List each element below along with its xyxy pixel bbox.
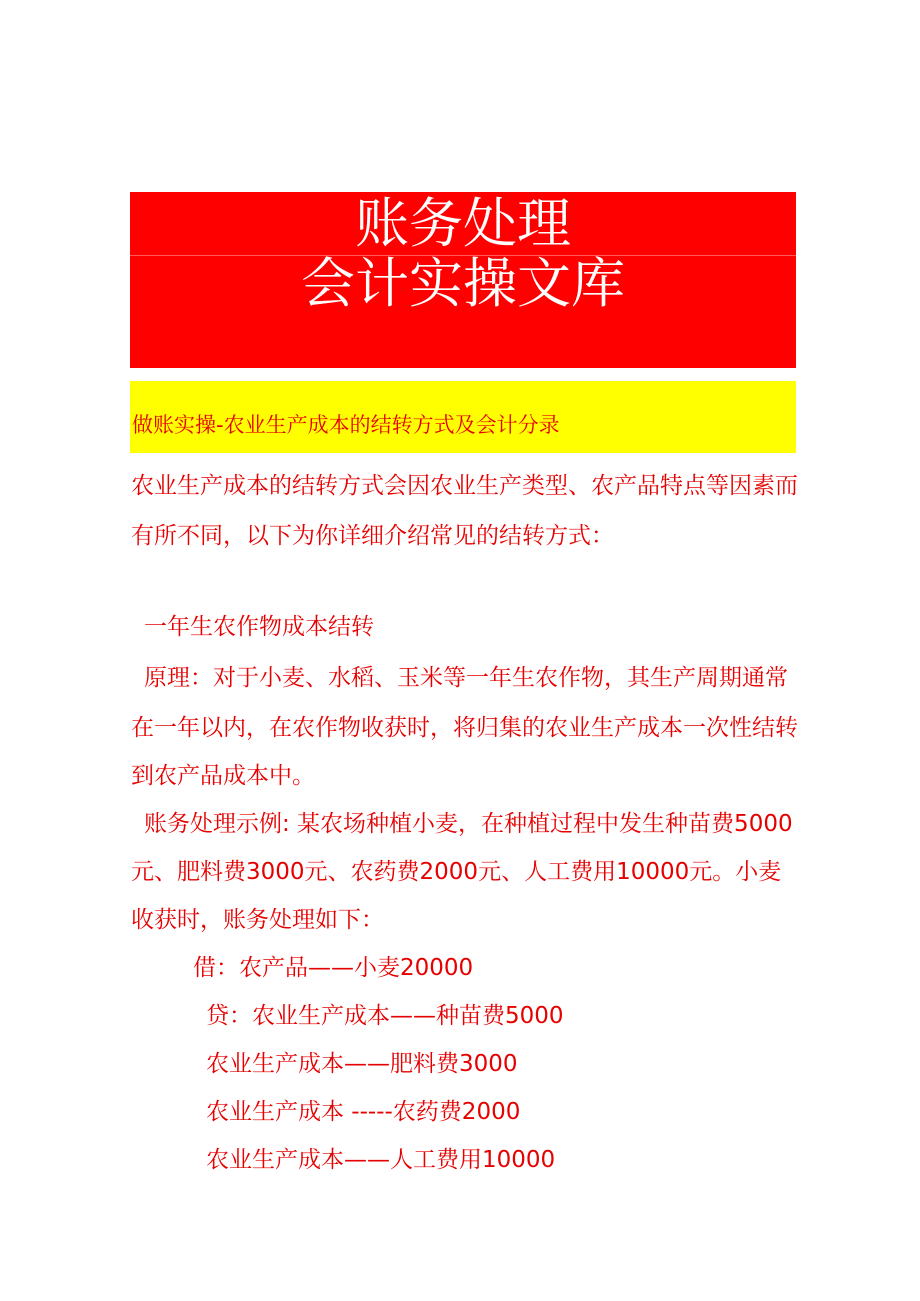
journal-credit-entry-2: 农业生产成本——肥料费3000 bbox=[206, 1051, 518, 1077]
principle-line-2: 在一年以内，在农作物收获时，将归集的农业生产成本一次性结转 bbox=[131, 715, 798, 741]
example-line-2: 元、肥料费3000元、农药费2000元、人工费用10000元。小麦 bbox=[131, 859, 782, 885]
journal-debit-entry: 借：农产品——小麦20000 bbox=[193, 955, 474, 981]
principle-line-3: 到农产品成本中。 bbox=[131, 763, 315, 789]
banner-title-line-1: 账务处理 bbox=[355, 192, 571, 255]
example-line-1: 账务处理示例: 某农场种植小麦，在种植过程中发生种苗费5000 bbox=[144, 811, 793, 837]
journal-credit-entry-4: 农业生产成本——人工费用10000 bbox=[206, 1147, 556, 1173]
title-banner bbox=[130, 192, 796, 368]
intro-line-1: 农业生产成本的结转方式会因农业生产类型、农产品特点等因素而 bbox=[131, 473, 798, 499]
example-line-3: 收获时，账务处理如下： bbox=[131, 907, 384, 933]
intro-line-2: 有所不同，以下为你详细介绍常见的结转方式： bbox=[131, 523, 614, 549]
principle-line-1: 原理：对于小麦、水稻、玉米等一年生农作物，其生产周期通常 bbox=[144, 665, 788, 691]
journal-credit-entry-1: 贷：农业生产成本——种苗费5000 bbox=[206, 1003, 564, 1029]
journal-credit-entry-3: 农业生产成本 -----农药费2000 bbox=[206, 1099, 521, 1125]
section-heading: 一年生农作物成本结转 bbox=[144, 614, 374, 640]
subtitle-box bbox=[130, 381, 796, 453]
banner-title-line-2: 会计实操文库 bbox=[301, 252, 625, 315]
document-subtitle: 做账实操-农业生产成本的结转方式及会计分录 bbox=[132, 413, 560, 437]
